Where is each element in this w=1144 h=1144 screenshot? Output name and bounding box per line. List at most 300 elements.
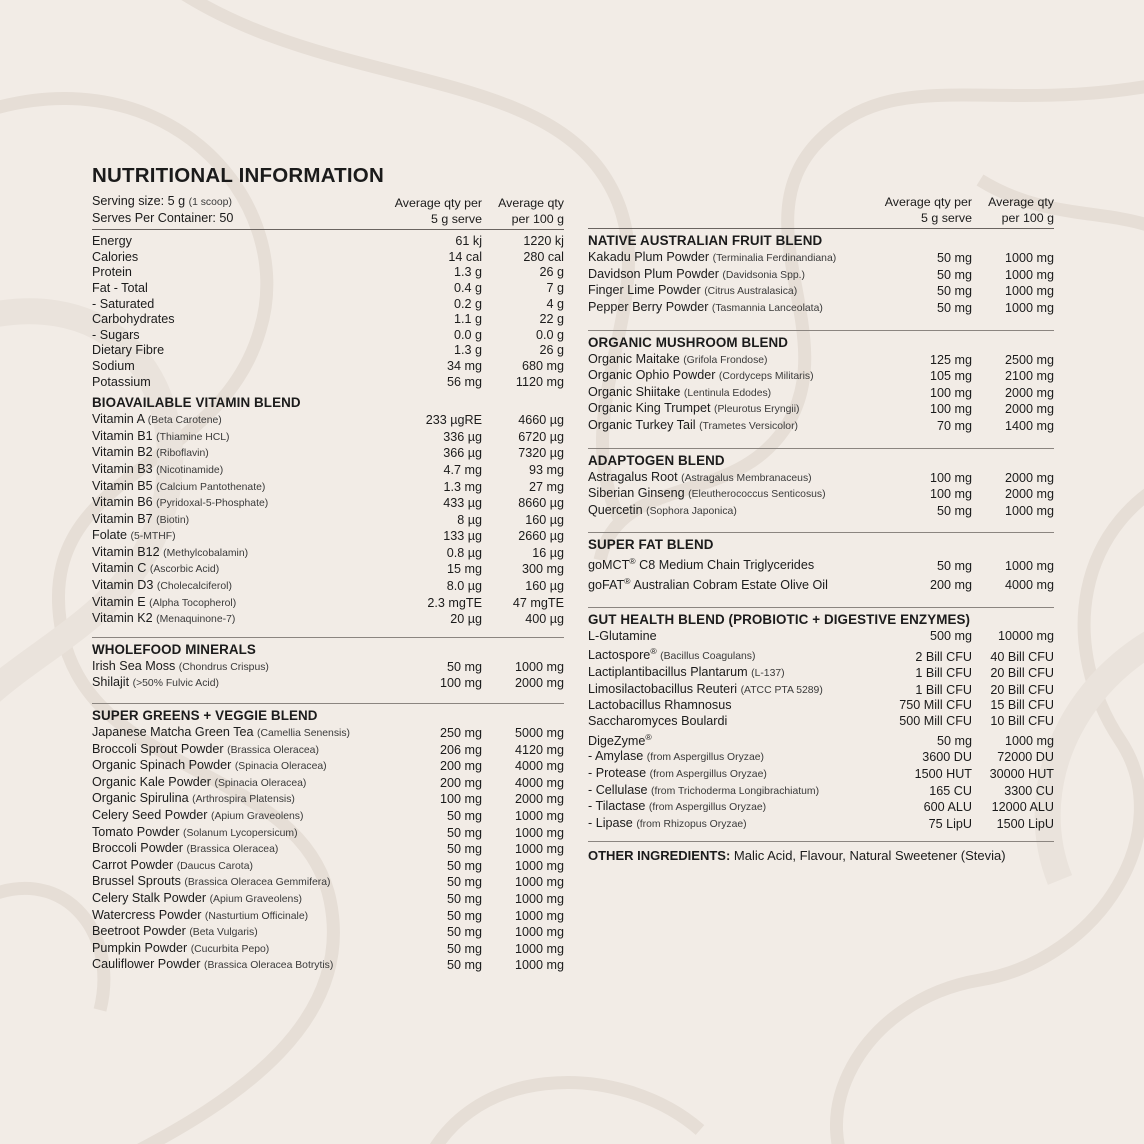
ingredient-source: (Pleurotus Eryngii)	[714, 404, 800, 416]
amount-per-serve: 125 mg	[929, 352, 972, 367]
ingredient-name: Saccharomyces Boulardi	[588, 714, 728, 729]
table-row	[92, 841, 564, 858]
amount-per-serve: 50 mg	[446, 925, 482, 940]
table-row	[588, 283, 1054, 300]
ingredient-name: Organic Maitake (Grifola Frondose)	[588, 351, 768, 366]
ingredient-source: (Trametes Versicolor)	[699, 420, 798, 432]
amount-per-100g: 4 g	[546, 296, 564, 311]
amount-per-100g: 5000 mg	[514, 726, 564, 741]
table-row	[92, 858, 564, 875]
ingredient-name: Vitamin B2 (Riboflavin)	[92, 445, 209, 460]
amount-per-100g: 1500 LipU	[996, 816, 1054, 831]
right-column	[588, 194, 1054, 863]
ingredient-source: (Solanum Lycopersicum)	[183, 827, 298, 839]
table-row	[92, 595, 564, 612]
amount-per-serve: 50 mg	[446, 941, 482, 956]
amount-per-serve: 100 mg	[929, 402, 972, 417]
ingredient-name: goMCT® C8 Medium Chain Triglycerides	[588, 556, 815, 573]
amount-per-serve: 100 mg	[929, 487, 972, 502]
table-row	[92, 312, 564, 328]
other-ingredients	[588, 846, 1054, 863]
amount-per-serve: 8.0 µg	[446, 579, 482, 594]
amount-per-100g: 2000 mg	[1004, 402, 1054, 417]
minerals-body	[92, 659, 564, 692]
divider	[588, 841, 1054, 842]
table-row	[588, 698, 1054, 714]
ingredient-name: Vitamin D3 (Cholecalciferol)	[92, 578, 232, 593]
divider	[588, 448, 1054, 449]
amount-per-100g: 22 g	[539, 312, 564, 327]
ingredient-name: goFAT® Australian Cobram Estate Olive Oil	[588, 576, 828, 593]
ingredient-name: Cauliflower Powder (Brassica Oleracea Botrytis)	[92, 957, 334, 972]
section-mushroom-blend: ORGANIC MUSHROOM BLEND	[588, 334, 789, 350]
ingredient-name: Finger Lime Powder (Citrus Australasica)	[588, 283, 798, 298]
ingredient-source: (Sophora Japonica)	[646, 505, 737, 517]
amount-per-serve: 0.4 g	[453, 280, 482, 295]
mushroom-table	[588, 352, 1054, 435]
amount-per-serve: 105 mg	[929, 369, 972, 384]
basic-nutrients-body	[92, 234, 564, 390]
amount-per-serve: 50 mg	[446, 659, 482, 674]
table-row	[92, 412, 564, 429]
table-row	[92, 495, 564, 512]
serving-size-label: Serving size: 5 g	[92, 194, 186, 208]
ingredient-source: (Cholecalciferol)	[156, 581, 232, 593]
amount-per-100g: 1000 mg	[1004, 251, 1054, 266]
greens-table	[92, 725, 564, 974]
divider	[92, 703, 564, 704]
table-row	[92, 328, 564, 344]
amount-per-serve: 0.8 µg	[446, 545, 482, 560]
amount-per-100g: 2000 mg	[1004, 487, 1054, 502]
table-row	[588, 665, 1054, 682]
amount-per-serve: 336 µg	[443, 429, 482, 444]
amount-per-serve: 61 kj	[455, 234, 482, 249]
amount-per-100g: 0.0 g	[535, 327, 564, 342]
table-row	[92, 561, 564, 578]
amount-per-serve: 3600 DU	[922, 750, 972, 765]
ingredient-source: (Bacillus Coagulans)	[660, 651, 756, 663]
amount-per-100g: 8660 µg	[518, 496, 564, 511]
amount-per-100g: 160 µg	[525, 579, 564, 594]
amount-per-100g: 1000 mg	[514, 925, 564, 940]
ingredient-name: - Sugars	[92, 327, 140, 342]
ingredient-name: Organic Spinach Powder (Spinacia Oleracea)	[92, 758, 327, 773]
table-row	[588, 352, 1054, 369]
amount-per-100g: 27 mg	[528, 479, 564, 494]
amount-per-100g: 72000 DU	[997, 750, 1054, 765]
amount-per-serve: 8 µg	[457, 512, 482, 527]
amount-per-100g: 7320 µg	[518, 446, 564, 461]
ingredient-name: Vitamin K2 (Menaquinone-7)	[92, 611, 236, 626]
table-row	[588, 682, 1054, 699]
ingredient-name: - Lipase (from Rhizopus Oryzae)	[588, 815, 747, 830]
amount-per-serve: 70 mg	[936, 418, 972, 433]
amount-per-serve: 14 cal	[448, 249, 482, 264]
amount-per-serve: 100 mg	[929, 470, 972, 485]
amount-per-serve: 233 µgRE	[425, 413, 482, 428]
table-row	[92, 429, 564, 446]
table-row	[588, 629, 1054, 645]
table-row	[92, 725, 564, 742]
divider	[92, 229, 564, 230]
ingredient-source: (Biotin)	[156, 514, 190, 526]
amount-per-serve: 50 mg	[446, 809, 482, 823]
ingredient-source: (Citrus Australasica)	[704, 286, 798, 298]
ingredient-source: (Daucus Carota)	[176, 860, 253, 872]
amount-per-serve: 20 µg	[450, 612, 482, 627]
amount-per-serve: 50 mg	[936, 503, 972, 518]
table-row	[588, 385, 1054, 402]
table-row	[588, 486, 1054, 503]
table-row	[588, 368, 1054, 385]
table-row	[92, 297, 564, 313]
table-row	[92, 775, 564, 792]
table-row	[588, 503, 1054, 520]
amount-per-serve: 366 µg	[443, 446, 482, 461]
ingredient-source: (Riboflavin)	[156, 448, 209, 460]
ingredient-name: Vitamin B6 (Pyridoxal-5-Phosphate)	[92, 495, 269, 510]
amount-per-serve: 50 mg	[936, 284, 972, 299]
amount-per-100g: 2000 mg	[514, 792, 564, 807]
amount-per-serve: 600 ALU	[923, 800, 972, 815]
table-row	[92, 512, 564, 529]
table-row	[588, 401, 1054, 418]
ingredient-source: (Chondrus Crispus)	[178, 661, 269, 673]
table-row	[92, 265, 564, 281]
ingredient-name: Watercress Powder (Nasturtium Officinale)	[92, 907, 309, 922]
amount-per-100g: 93 mg	[528, 462, 564, 477]
ingredient-name: Celery Stalk Powder (Apium Graveolens)	[92, 890, 302, 905]
table-row	[92, 234, 564, 250]
fruit-body	[588, 250, 1054, 316]
left-header-col2: Average qty	[498, 196, 564, 211]
amount-per-serve: 200 mg	[439, 759, 482, 774]
section-fruit-blend: NATIVE AUSTRALIAN FRUIT BLEND	[588, 233, 823, 249]
amount-per-100g: 1000 mg	[514, 875, 564, 890]
left-column	[92, 194, 564, 974]
ingredient-source: (Cordyceps Militaris)	[718, 371, 814, 383]
ingredient-name: Astragalus Root (Astragalus Membranaceus)	[588, 469, 812, 484]
amount-per-serve: 165 CU	[929, 783, 972, 798]
section-adaptogen-blend: ADAPTOGEN BLEND	[588, 452, 725, 468]
amount-per-100g: 1000 mg	[514, 809, 564, 823]
amount-per-serve: 75 LipU	[928, 816, 972, 831]
table-row	[92, 791, 564, 808]
table-row	[588, 470, 1054, 487]
table-row	[588, 300, 1054, 317]
amount-per-serve: 50 mg	[936, 267, 972, 282]
amount-per-100g: 1000 mg	[1004, 733, 1054, 748]
ingredient-name: Siberian Ginseng (Eleutherococcus Senticosus)	[588, 486, 826, 501]
vitamin-body	[92, 412, 564, 628]
amount-per-100g: 1120 mg	[515, 374, 564, 389]
left-header-col2-sub: per 100 g	[511, 211, 564, 226]
fat-body	[588, 554, 1054, 594]
amount-per-100g: 1000 mg	[514, 941, 564, 956]
amount-per-serve: 0.2 g	[453, 296, 482, 311]
serving-row-2	[92, 211, 564, 227]
amount-per-serve: 750 Mill CFU	[899, 698, 972, 713]
section-super-fat-blend: SUPER FAT BLEND	[588, 537, 714, 553]
ingredient-name: Vitamin B12 (Methylcobalamin)	[92, 544, 249, 559]
amount-per-serve: 50 mg	[936, 300, 972, 315]
other-ingredients-label: OTHER INGREDIENTS:	[588, 848, 731, 864]
table-row	[92, 545, 564, 562]
ingredient-source: (Grifola Frondose)	[683, 354, 768, 366]
amount-per-serve: 1 Bill CFU	[915, 666, 972, 681]
ingredient-name: Vitamin B1 (Thiamine HCL)	[92, 428, 230, 443]
amount-per-100g: 16 µg	[532, 545, 564, 560]
amount-per-serve: 50 mg	[446, 958, 482, 973]
amount-per-serve: 206 mg	[439, 742, 482, 757]
ingredient-source: (from Aspergillus Oryzae)	[649, 769, 767, 780]
amount-per-100g: 10000 mg	[997, 628, 1054, 643]
ingredient-name: Shilajit (>50% Fulvic Acid)	[92, 675, 219, 690]
amount-per-serve: 200 mg	[929, 578, 972, 593]
ingredient-source: (Menaquinone-7)	[156, 614, 236, 626]
table-row	[92, 742, 564, 759]
ingredient-source: (Brassica Oleracea)	[186, 844, 279, 856]
table-row	[92, 281, 564, 297]
amount-per-serve: 50 mg	[936, 251, 972, 266]
ingredient-source: (5-MTHF)	[130, 531, 176, 543]
ingredient-name: - Amylase (from Aspergillus Oryzae)	[588, 749, 765, 764]
ingredient-source: (Nicotinamide)	[156, 464, 224, 476]
ingredient-name: Pumpkin Powder (Cucurbita Pepo)	[92, 940, 270, 955]
amount-per-serve: 100 mg	[439, 676, 482, 691]
amount-per-100g: 15 Bill CFU	[990, 698, 1054, 713]
ingredient-name: Davidson Plum Powder (Davidsonia Spp.)	[588, 266, 805, 281]
table-row	[92, 825, 564, 842]
divider	[588, 532, 1054, 533]
ingredient-source: (from Trichoderma Longibrachiatum)	[651, 785, 820, 797]
amount-per-100g: 280 cal	[523, 249, 564, 264]
table-row	[588, 799, 1054, 816]
ingredient-source: (ATCC PTA 5289)	[740, 684, 823, 696]
ingredient-source: (Camellia Senensis)	[257, 728, 350, 740]
amount-per-serve: 1.3 g	[453, 265, 482, 280]
amount-per-100g: 30000 HUT	[989, 767, 1054, 781]
amount-per-100g: 1220 kj	[523, 234, 564, 249]
ingredient-name: Vitamin C (Ascorbic Acid)	[92, 561, 220, 576]
fruit-table	[588, 250, 1054, 316]
table-row	[92, 908, 564, 925]
section-vitamin-blend: BIOAVAILABLE VITAMIN BLEND	[92, 395, 301, 411]
amount-per-serve: 1.3 mg	[443, 479, 482, 494]
serving-row-1	[92, 194, 564, 211]
ingredient-name: Pepper Berry Powder (Tasmannia Lanceolata)	[588, 299, 823, 314]
ingredient-name: Celery Seed Powder (Apium Graveolens)	[92, 808, 304, 822]
amount-per-100g: 20 Bill CFU	[990, 666, 1054, 681]
amount-per-100g: 2660 µg	[518, 529, 564, 544]
ingredient-source: (Astragalus Membranaceus)	[681, 472, 812, 484]
amount-per-100g: 160 µg	[525, 512, 564, 527]
table-row	[92, 578, 564, 595]
amount-per-100g: 2100 mg	[1004, 369, 1054, 384]
table-row	[588, 766, 1054, 783]
right-header-col1-sub: 5 g serve	[921, 210, 972, 225]
ingredient-name: Organic Shiitake (Lentinula Edodes)	[588, 384, 772, 399]
ingredient-source: (Calcium Pantothenate)	[156, 481, 266, 493]
amount-per-100g: 10 Bill CFU	[990, 714, 1054, 729]
ingredient-name: Carbohydrates	[92, 312, 175, 327]
ingredient-name: - Cellulase (from Trichoderma Longibrachiatum)	[588, 782, 820, 797]
amount-per-serve: 34 mg	[446, 358, 482, 373]
ingredient-source: (from Rhizopus Oryzae)	[636, 818, 747, 830]
right-header-col2: Average qty	[988, 195, 1054, 210]
fat-table	[588, 554, 1054, 594]
amount-per-serve: 50 mg	[936, 733, 972, 748]
divider	[92, 637, 564, 638]
right-header-row-1	[588, 194, 1054, 210]
amount-per-serve: 1 Bill CFU	[915, 682, 972, 697]
ingredient-name: Vitamin B3 (Nicotinamide)	[92, 461, 224, 476]
table-row	[588, 574, 1054, 594]
ingredient-name: Kakadu Plum Powder (Terminalia Ferdinandiana)	[588, 250, 837, 265]
right-header-spacer-2	[588, 210, 880, 226]
ingredient-name: Fat - Total	[92, 280, 148, 295]
table-row	[588, 749, 1054, 766]
ingredient-name: Folate (5-MTHF)	[92, 528, 176, 543]
two-column-layout	[92, 194, 1054, 974]
amount-per-serve: 4.7 mg	[443, 462, 482, 477]
amount-per-100g: 1000 mg	[1004, 558, 1054, 573]
table-row	[92, 445, 564, 462]
table-row	[92, 758, 564, 775]
gut-table	[588, 629, 1054, 833]
table-row	[92, 874, 564, 891]
amount-per-100g: 4120 mg	[514, 742, 564, 757]
divider	[588, 228, 1054, 229]
amount-per-serve: 1500 HUT	[914, 767, 972, 781]
nutrition-panel	[92, 164, 1054, 974]
amount-per-100g: 26 g	[539, 265, 564, 280]
amount-per-100g: 1000 mg	[1004, 284, 1054, 299]
ingredient-source: (Spinacia Oleracea)	[214, 777, 307, 789]
adaptogen-body	[588, 470, 1054, 520]
amount-per-100g: 4000 mg	[514, 775, 564, 790]
table-row	[92, 675, 564, 692]
amount-per-100g: 1000 mg	[514, 958, 564, 973]
ingredient-name: Sodium	[92, 358, 135, 373]
mushroom-body	[588, 352, 1054, 435]
amount-per-100g: 47 mgTE	[512, 595, 564, 610]
ingredient-name: - Saturated	[92, 296, 155, 311]
table-row	[92, 659, 564, 676]
amount-per-serve: 2.3 mgTE	[427, 595, 482, 610]
ingredient-name: Organic King Trumpet (Pleurotus Eryngii)	[588, 401, 800, 416]
amount-per-100g: 1400 mg	[1004, 418, 1054, 433]
vitamin-table	[92, 412, 564, 628]
amount-per-100g: 2000 mg	[514, 676, 564, 691]
amount-per-100g: 3300 CU	[1004, 783, 1054, 798]
table-row	[588, 250, 1054, 267]
left-header-col1-sub: 5 g serve	[431, 211, 482, 226]
greens-body	[92, 725, 564, 974]
amount-per-serve: 56 mg	[446, 374, 482, 389]
ingredient-name: Calories	[92, 249, 139, 264]
ingredient-source: (Brassica Oleracea Botrytis)	[204, 960, 334, 972]
ingredient-source: (Brassica Oleracea)	[227, 744, 319, 756]
ingredient-source: (L-137)	[751, 668, 785, 680]
amount-per-100g: 2000 mg	[1004, 470, 1054, 485]
serving-size-note: (1 scoop)	[188, 197, 232, 208]
ingredient-source: (Terminalia Ferdinandiana)	[712, 253, 837, 265]
amount-per-100g: 680 mg	[521, 358, 564, 373]
ingredient-source: (Ascorbic Acid)	[149, 564, 220, 576]
ingredient-name: Energy	[92, 234, 132, 249]
amount-per-serve: 50 mg	[446, 858, 482, 873]
amount-per-100g: 1000 mg	[514, 891, 564, 906]
amount-per-serve: 100 mg	[929, 385, 972, 400]
amount-per-100g: 1000 mg	[514, 825, 564, 840]
ingredient-source: (Nasturtium Officinale)	[204, 910, 309, 922]
section-super-greens: SUPER GREENS + VEGGIE BLEND	[92, 708, 318, 724]
table-row	[92, 611, 564, 628]
right-header-table	[588, 194, 1054, 225]
ingredient-name: Protein	[92, 265, 132, 280]
ingredient-name: Broccoli Powder (Brassica Oleracea)	[92, 841, 279, 856]
ingredient-name: Organic Kale Powder (Spinacia Oleracea)	[92, 774, 307, 789]
amount-per-serve: 500 mg	[929, 628, 972, 643]
ingredient-name: Brussel Sprouts (Brassica Oleracea Gemmifera)	[92, 874, 331, 889]
amount-per-serve: 1.1 g	[453, 312, 482, 327]
amount-per-100g: 4660 µg	[518, 413, 564, 428]
ingredient-name: Potassium	[92, 374, 151, 389]
amount-per-serve: 250 mg	[439, 726, 482, 741]
ingredient-source: (Lentinula Edodes)	[683, 387, 772, 399]
right-header-col1: Average qty per	[884, 195, 972, 210]
ingredient-name: - Tilactase (from Aspergillus Oryzae)	[588, 799, 767, 814]
serves-per-container: Serves Per Container: 50	[92, 210, 234, 225]
amount-per-serve: 50 mg	[936, 558, 972, 573]
amount-per-100g: 400 µg	[525, 612, 564, 627]
amount-per-100g: 4000 mg	[514, 759, 564, 774]
adaptogen-table	[588, 470, 1054, 520]
ingredient-source: (from Aspergillus Oryzae)	[646, 752, 765, 764]
table-row	[92, 924, 564, 941]
table-row	[588, 267, 1054, 284]
ingredient-source: (Apium Graveolens)	[211, 811, 304, 822]
right-header-col2-sub: per 100 g	[1001, 210, 1054, 225]
table-row	[92, 479, 564, 496]
amount-per-serve: 50 mg	[446, 842, 482, 857]
table-row	[92, 941, 564, 958]
ingredient-source: (Eleutherococcus Senticosus)	[688, 489, 826, 501]
ingredient-name: L-Glutamine	[588, 628, 657, 643]
ingredient-source: (Brassica Oleracea Gemmifera)	[184, 877, 331, 889]
ingredient-name: Limosilactobacillus Reuteri (ATCC PTA 5289)	[588, 681, 823, 696]
ingredient-source: (Arthrospira Platensis)	[192, 794, 295, 806]
basic-nutrients-table	[92, 234, 564, 390]
ingredient-name: - Protease (from Aspergillus Oryzae)	[588, 766, 767, 780]
table-row	[588, 816, 1054, 833]
ingredient-name: Vitamin B5 (Calcium Pantothenate)	[92, 478, 266, 493]
amount-per-100g: 7 g	[546, 280, 564, 295]
divider	[588, 607, 1054, 608]
gut-body	[588, 629, 1054, 833]
ingredient-name: Organic Ophio Powder (Cordyceps Militaris)	[588, 368, 814, 383]
ingredient-name: Dietary Fibre	[92, 343, 165, 358]
table-row	[92, 343, 564, 359]
amount-per-100g: 1000 mg	[514, 858, 564, 873]
page-title: NUTRITIONAL INFORMATION	[92, 164, 384, 187]
amount-per-100g: 40 Bill CFU	[990, 649, 1054, 664]
ingredient-source: (Thiamine HCL)	[156, 431, 230, 443]
amount-per-serve: 50 mg	[446, 891, 482, 906]
serving-header-table	[92, 194, 564, 226]
